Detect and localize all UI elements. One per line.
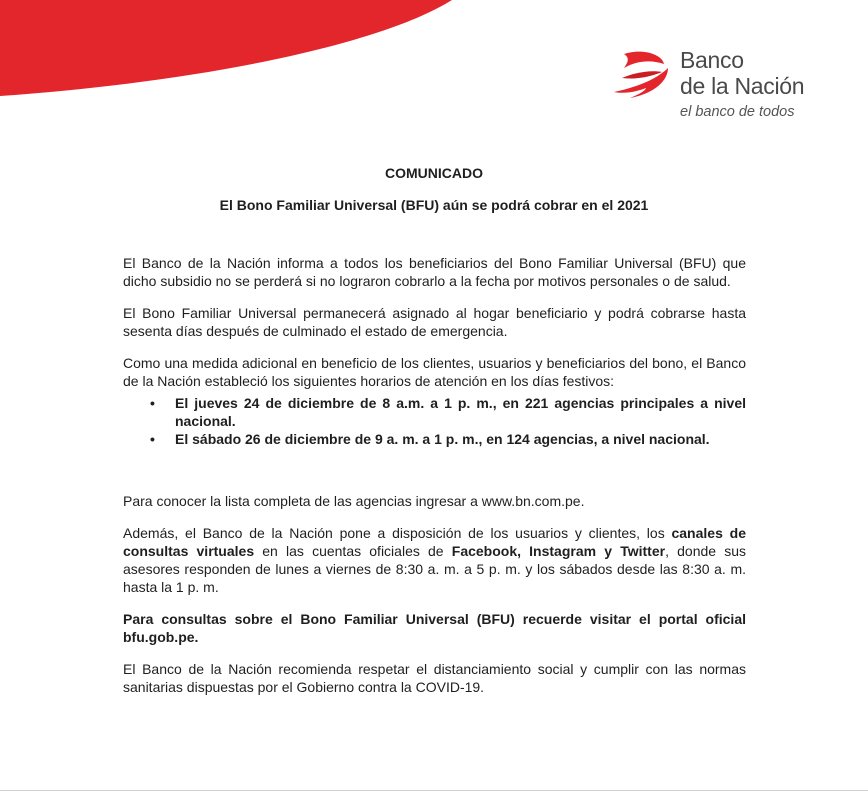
logo-tagline: el banco de todos: [680, 104, 795, 120]
channels-text-2: en las cuentas oficiales de: [254, 543, 452, 559]
paragraph-agencies-link: Para conocer la lista completa de las agencias ingresar a www.bn.com.pe.: [123, 493, 585, 509]
document-title: COMUNICADO: [385, 165, 483, 181]
bank-logo: [612, 44, 832, 124]
paragraph-assignment: El Bono Familiar Universal permanecerá asignado al hogar beneficiario y podrá cobrarse hasta sesenta días después de culminado el estado de emergencia.: [123, 305, 746, 339]
document-body: [123, 254, 746, 710]
channels-bold-1: canales de consultas virtuales: [123, 525, 746, 559]
paragraph-schedule-intro: Como una medida adicional en beneficio de los clientes, usuarios y beneficiarios del bono, el Banco de la Nación estableció los siguientes horarios de atención en los días festivos:: [123, 355, 746, 389]
paragraph-recommendation: El Banco de la Nación recomienda respetar el distanciamiento social y cumplir con las normas sanitarias dispuestas por el Gobierno contra la COVID-19.: [123, 661, 746, 695]
paragraph-portal: [123, 610, 746, 646]
channels-bold-2: Facebook, Instagram y Twitter: [451, 543, 666, 559]
schedule-item: • El jueves 24 de diciembre de 8 a.m. a 1 p. m., en 221 agencias principales a nivel nacional.: [123, 394, 746, 430]
corner-swoosh-graphic: [0, 0, 460, 100]
bank-logo-mark-icon: [612, 48, 674, 100]
logo-name-line2: de la Nación: [680, 73, 805, 99]
logo-name-line1: Banco: [680, 47, 744, 73]
schedule-item: • El sábado 26 de diciembre de 9 a. m. a 1 p. m., en 124 agencias, a nivel nacional.: [123, 430, 746, 448]
channels-text-1: Además, el Banco de la Nación pone a disposición de los usuarios y clientes, los: [123, 525, 672, 541]
bottom-divider: [0, 790, 868, 791]
paragraph-virtual-channels: [123, 524, 746, 596]
portal-bold: Para consultas sobre el Bono Familiar Universal (BFU) recuerde visitar el portal oficial bfu.gob.pe.: [123, 611, 746, 645]
document-subtitle: El Bono Familiar Universal (BFU) aún se podrá cobrar en el 2021: [219, 197, 649, 213]
channels-text-3: , donde sus asesores responden de lunes a viernes de 8:30 a. m. a 5 p. m. y los sábados desde las 8:30 a. m. hasta la 1 p. m.: [123, 543, 747, 595]
paragraph-intro: El Banco de la Nación informa a todos los beneficiarios del Bono Familiar Universal (BFU) que dicho subsidio no se perderá si no lograron cobrarlo a la fecha por motivos personales o de salud.: [123, 255, 746, 289]
schedule-list: [123, 394, 746, 448]
